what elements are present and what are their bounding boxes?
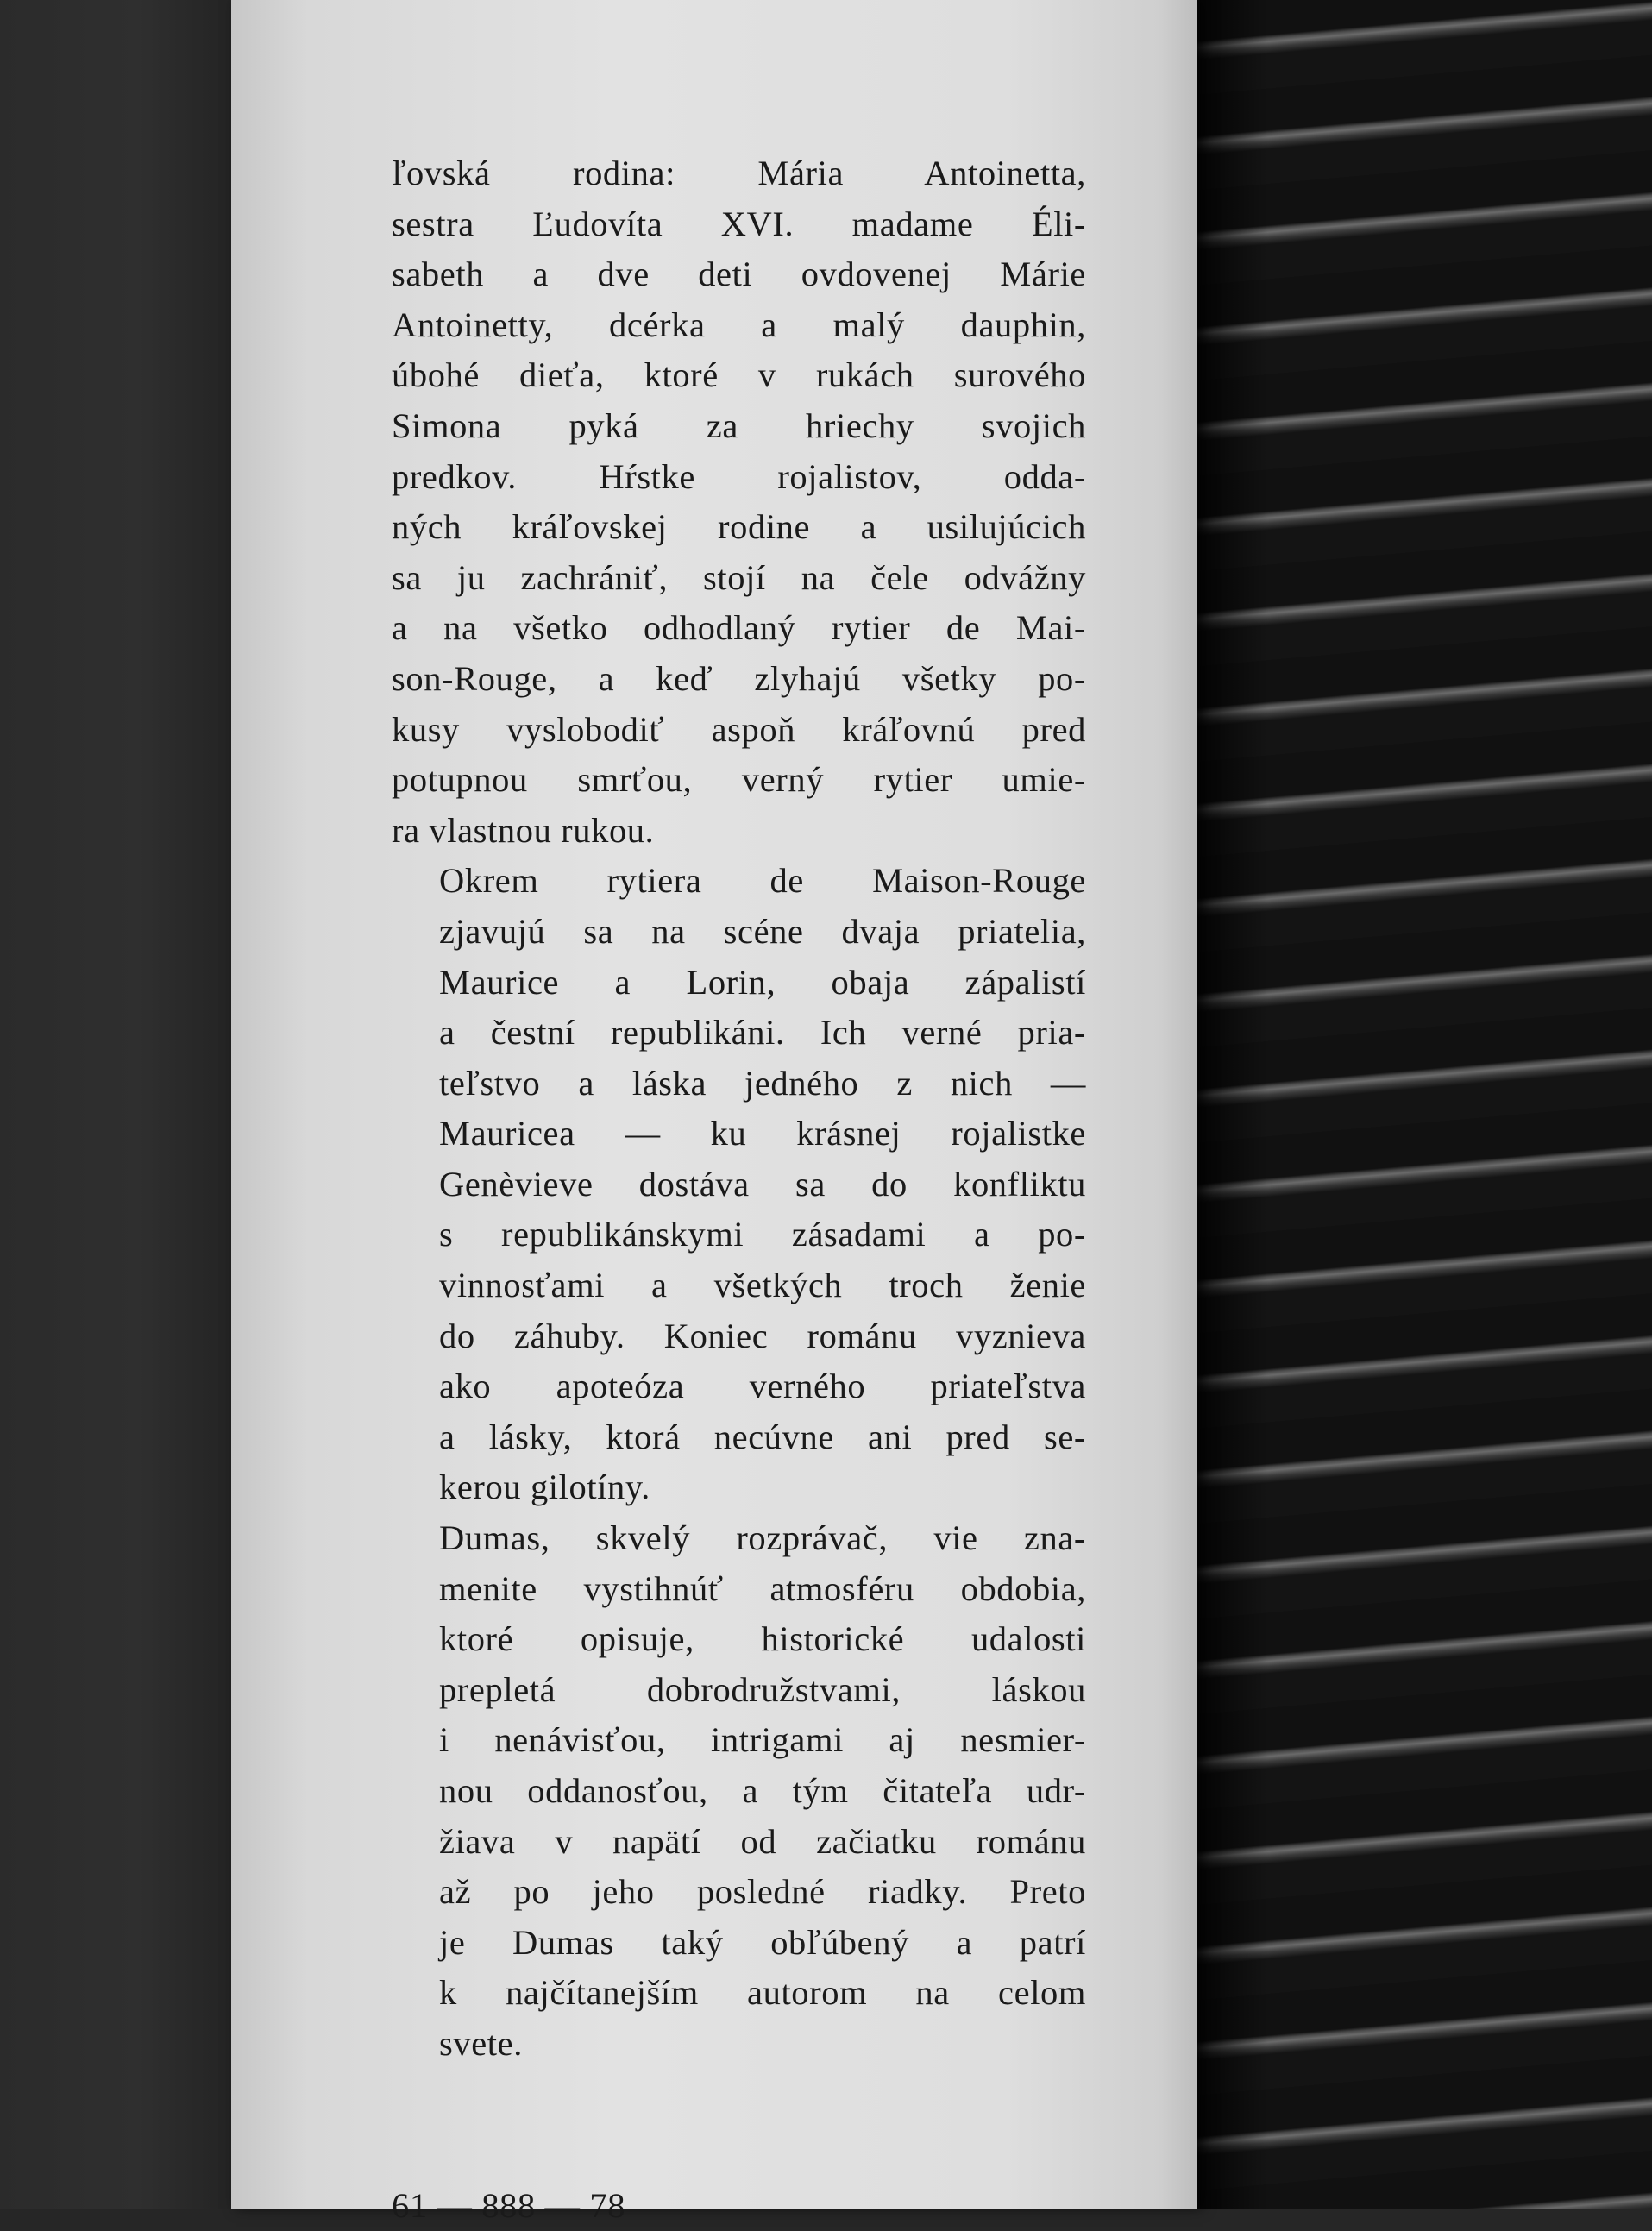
text-line: ako apoteóza verného priateľstva [439,1367,1086,1406]
text-line: a čestní republikáni. Ich verné pria- [439,1013,1086,1053]
text-line: Maurice a Lorin, obaja zápalistí [439,962,1086,1002]
text-line: Dumas, skvelý rozprávač, vie zna- [439,1518,1086,1558]
text-line: je Dumas taký obľúbený a patrí [439,1922,1086,1962]
text-line: svete. [439,2023,523,2063]
text-line: Okrem rytiera de Maison-Rouge [439,861,1086,901]
text-line: teľstvo a láska jedného z nich — [439,1063,1086,1103]
text-line: a na všetko odhodlaný rytier de Mai- [392,608,1086,648]
text-line: s republikánskymi zásadami a po- [439,1215,1086,1254]
text-line: žiava v napätí od začiatku románu [439,1821,1086,1861]
paragraph-2 [392,856,1086,1513]
text-line: nou oddanosťou, a tým čitateľa udr- [439,1771,1086,1810]
blurb-text [392,148,1086,2070]
text-line: Antoinetty, dcérka a malý dauphin, [392,305,1086,344]
text-line: kerou gilotíny. [439,1467,650,1507]
text-line: Genèvieve dostáva sa do konfliktu [439,1164,1086,1203]
text-line: ľovská rodina: Mária Antoinetta, [392,154,1086,192]
background-book-spines [1190,0,1652,2209]
text-line: úbohé dieťa, ktoré v rukách surového [392,355,1086,395]
text-line: ných kráľovskej rodine a usilujúcich [392,507,1086,547]
background-surface-left [0,0,231,2209]
text-line: sestra Ľudovíta XVI. madame Éli- [392,204,1086,243]
text-line: a lásky, ktorá necúvne ani pred se- [439,1417,1086,1456]
text-line: prepletá dobrodružstvami, láskou [439,1669,1086,1709]
text-line: son-Rouge, a keď zlyhajú všetky po- [392,658,1086,698]
text-line: do záhuby. Koniec románu vyznieva [439,1316,1086,1355]
catalog-code: 61 — 888 — 78 [392,2186,626,2225]
paragraph-3 [392,1513,1086,2070]
text-line: k najčítanejším autorom na celom [439,1973,1086,2013]
book-jacket-flap [231,0,1197,2225]
text-line: i nenávisťou, intrigami aj nesmier- [439,1720,1086,1760]
paragraph-1 [392,148,1086,856]
text-line: potupnou smrťou, verný rytier umie- [392,760,1086,800]
text-line: zjavujú sa na scéne dvaja priatelia, [439,911,1086,951]
text-line: sa ju zachrániť, stojí na čele odvážny [392,557,1086,597]
text-line: kusy vyslobodiť aspoň kráľovnú pred [392,709,1086,749]
text-line: menite vystihnúť atmosféru obdobia, [439,1568,1086,1608]
page-edge-shadow [1190,0,1268,2209]
text-line: ktoré opisuje, historické udalosti [439,1619,1086,1659]
text-line: Mauricea — ku krásnej rojalistke [439,1114,1086,1153]
text-line: vinnosťami a všetkých troch ženie [439,1266,1086,1305]
text-line: predkov. Hŕstke rojalistov, odda- [392,456,1086,496]
text-line: sabeth a dve deti ovdovenej Márie [392,255,1086,294]
text-line: ra vlastnou rukou. [392,810,655,850]
text-line: až po jeho posledné riadky. Preto [439,1872,1086,1912]
text-line: Simona pyká za hriechy svojich [392,405,1086,445]
